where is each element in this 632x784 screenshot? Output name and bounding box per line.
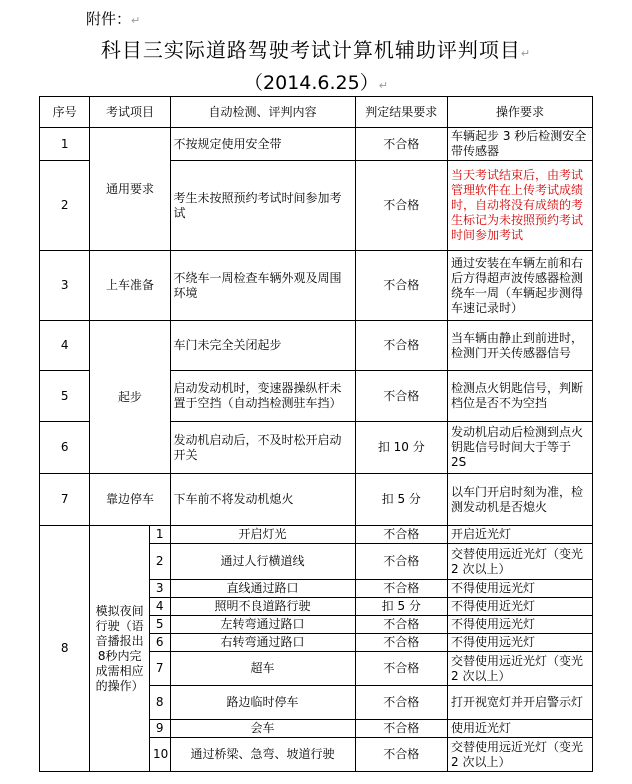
night-result: 不合格: [355, 616, 448, 634]
night-content: 开启灯光: [170, 526, 355, 544]
row-no: 4: [40, 321, 90, 371]
header-content: 自动检测、评判内容: [170, 97, 355, 128]
row-result: 不合格: [355, 251, 448, 321]
group-general: 通用要求: [90, 128, 170, 251]
night-content: 右转弯通过路口: [170, 634, 355, 652]
row-no: 8: [40, 526, 90, 772]
night-sub-no: 6: [149, 634, 170, 652]
group-start: 起步: [90, 321, 170, 474]
row-no: 6: [40, 422, 90, 474]
night-sub-no: 2: [149, 544, 170, 580]
row-result: 不合格: [355, 161, 448, 251]
row-operation: 以车门开启时刻为准，检测发动机是否熄火: [448, 474, 593, 526]
night-sub-no: 1: [149, 526, 170, 544]
night-result: 不合格: [355, 544, 448, 580]
group-boarding: 上车准备: [90, 251, 170, 321]
row-result: 扣 10 分: [355, 422, 448, 474]
row-no: 5: [40, 371, 90, 422]
row-content: 发动机启动后，不及时松开启动开关: [170, 422, 355, 474]
row-operation: 通过安装在车辆左前和右后方得超声波传感器检测绕车一周（车辆起步测得车速记录时）: [448, 251, 593, 321]
night-operation: 不得使用远光灯: [448, 634, 593, 652]
row-operation-highlighted: 当天考试结束后，由考试管理软件在上传考试成绩时，自动将没有成绩的考生标记为未按照预约考试时间参加考试: [448, 161, 593, 251]
night-result: 不合格: [355, 738, 448, 772]
row-result: 扣 5 分: [355, 474, 448, 526]
document-date: （2014.6.25）↵: [244, 72, 388, 94]
attachment-label: 附件：↵: [86, 10, 141, 28]
night-sub-no: 10: [149, 738, 170, 772]
header-no: 序号: [40, 97, 90, 128]
night-result: 不合格: [355, 526, 448, 544]
header-result: 判定结果要求: [355, 97, 448, 128]
night-content: 左转弯通过路口: [170, 616, 355, 634]
night-operation: 打开视宽灯并开启警示灯: [448, 686, 593, 720]
row-operation: 当车辆由静止到前进时，检测门开关传感器信号: [448, 321, 593, 371]
night-sub-no: 7: [149, 652, 170, 686]
night-operation: 不得使用近光灯: [448, 598, 593, 616]
night-row: [40, 526, 593, 544]
table-row: [40, 128, 593, 161]
night-sub-no: 3: [149, 580, 170, 598]
evaluation-table: [39, 96, 593, 772]
night-content: 通过桥梁、急弯、坡道行驶: [170, 738, 355, 772]
night-result: 扣 5 分: [355, 598, 448, 616]
row-no: 2: [40, 161, 90, 251]
row-result: 不合格: [355, 321, 448, 371]
row-content: 车门未完全关闭起步: [170, 321, 355, 371]
night-operation: 交替使用远近光灯（变光 2 次以上）: [448, 544, 593, 580]
night-result: 不合格: [355, 634, 448, 652]
row-content: 考生未按照预约考试时间参加考试: [170, 161, 355, 251]
night-content: 通过人行横道线: [170, 544, 355, 580]
night-result: 不合格: [355, 652, 448, 686]
row-content: 不按规定使用安全带: [170, 128, 355, 161]
row-content: 下车前不将发动机熄火: [170, 474, 355, 526]
table-row: [40, 251, 593, 321]
group-parking: 靠边停车: [90, 474, 170, 526]
row-result: 不合格: [355, 371, 448, 422]
row-no: 1: [40, 128, 90, 161]
row-no: 7: [40, 474, 90, 526]
table-header-row: [40, 97, 593, 128]
row-operation: 车辆起步 3 秒后检测安全带传感器: [448, 128, 593, 161]
table-row: [40, 321, 593, 371]
row-result: 不合格: [355, 128, 448, 161]
night-content: 会车: [170, 720, 355, 738]
row-content: 启动发动机时，变速器操纵杆未置于空挡（自动挡检测驻车挡）: [170, 371, 355, 422]
night-content: 路边临时停车: [170, 686, 355, 720]
night-result: 不合格: [355, 580, 448, 598]
night-operation: 开启近光灯: [448, 526, 593, 544]
night-operation: 交替使用远近光灯（变光 2 次以上）: [448, 738, 593, 772]
night-result: 不合格: [355, 686, 448, 720]
table-row: [40, 474, 593, 526]
header-item: 考试项目: [90, 97, 170, 128]
night-operation: 不得使用远光灯: [448, 616, 593, 634]
night-sub-no: 9: [149, 720, 170, 738]
document-title: 科目三实际道路驾驶考试计算机辅助评判项目↵: [100, 38, 532, 62]
group-night: 模拟夜间行驶（语音播报出8秒内完成需相应的操作）: [90, 526, 150, 772]
row-content: 不绕车一周检查车辆外观及周围环境: [170, 251, 355, 321]
night-content: 直线通过路口: [170, 580, 355, 598]
night-result: 不合格: [355, 720, 448, 738]
row-operation: 发动机启动后检测到点火钥匙信号时间大于等于 2S: [448, 422, 593, 474]
night-sub-no: 4: [149, 598, 170, 616]
row-no: 3: [40, 251, 90, 321]
header-operation: 操作要求: [448, 97, 593, 128]
night-operation: 不得使用远光灯: [448, 580, 593, 598]
night-sub-no: 5: [149, 616, 170, 634]
night-operation: 交替使用远近光灯（变光 2 次以上）: [448, 652, 593, 686]
night-sub-no: 8: [149, 686, 170, 720]
night-operation: 使用近光灯: [448, 720, 593, 738]
night-content: 超车: [170, 652, 355, 686]
row-operation: 检测点火钥匙信号，判断档位是否不为空挡: [448, 371, 593, 422]
night-content: 照明不良道路行驶: [170, 598, 355, 616]
